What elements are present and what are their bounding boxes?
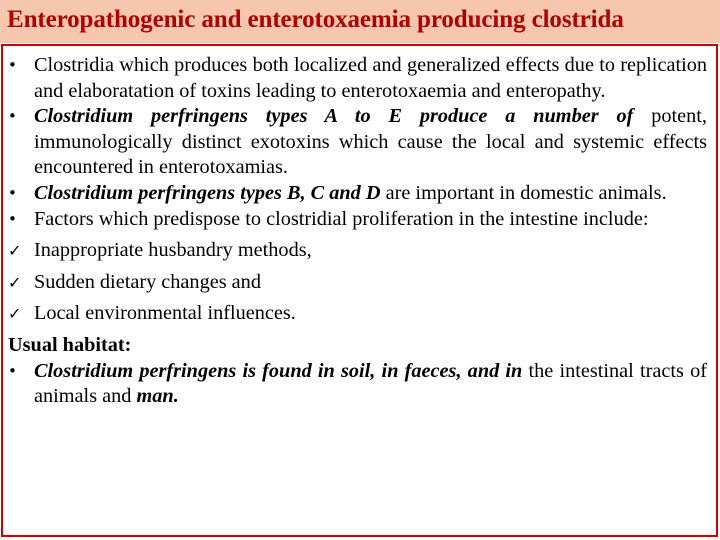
- bullet-text: Factors which predispose to clostridial proliferation in the intestine include:: [34, 207, 649, 230]
- factor-item-1: [8, 238, 707, 264]
- habitat-emphasis-end: man.: [136, 385, 179, 408]
- title-bar: [0, 0, 720, 43]
- bullet-item-3: [8, 181, 707, 207]
- factor-item-2: [8, 270, 707, 296]
- bullet-text: Clostridia which produces both localized and generalized effects due to replication and elaboratation of toxins leading to enterotoxaemia and enteropathy.: [34, 54, 707, 102]
- checkmark-icon: ✓: [8, 272, 22, 292]
- bullet-icon: •: [8, 107, 17, 126]
- factor-item-3: [8, 301, 707, 327]
- checkmark-icon: ✓: [8, 241, 22, 261]
- bullet-emphasis: Clostridium perfringens types B, C and D: [34, 181, 381, 204]
- habitat-item: [8, 359, 707, 410]
- factor-text: Inappropriate husbandry methods,: [34, 239, 312, 262]
- bullet-text: are important in domestic animals.: [380, 181, 667, 204]
- bullet-icon: •: [8, 56, 17, 74]
- bullet-item-4: [8, 207, 707, 233]
- factor-text: Sudden dietary changes and: [34, 270, 261, 293]
- bullet-item-2: [8, 104, 707, 181]
- bullet-emphasis: Clostridium perfringens types A to E produce a number of: [34, 105, 634, 128]
- habitat-emphasis: Clostridium perfringens is found in soil, in faeces, and in: [34, 359, 523, 382]
- bullet-icon: •: [8, 183, 17, 202]
- habitat-heading: Usual habitat:: [8, 333, 132, 356]
- checkmark-icon: ✓: [8, 304, 22, 324]
- bullet-icon: •: [8, 361, 17, 380]
- bullet-text: potent, immunologically distinct exotoxins which cause the local and systemic effects encountered in enterotoxamias.: [34, 105, 707, 179]
- factor-text: Local environmental influences.: [34, 302, 296, 325]
- bullet-item-1: [8, 53, 707, 104]
- slide-title: Enteropathogenic and enterotoxaemia producing clostrida: [7, 6, 624, 33]
- bullet-icon: •: [8, 209, 17, 228]
- slide-content: [8, 53, 707, 410]
- habitat-text: the intestinal tracts of animals and: [34, 359, 707, 408]
